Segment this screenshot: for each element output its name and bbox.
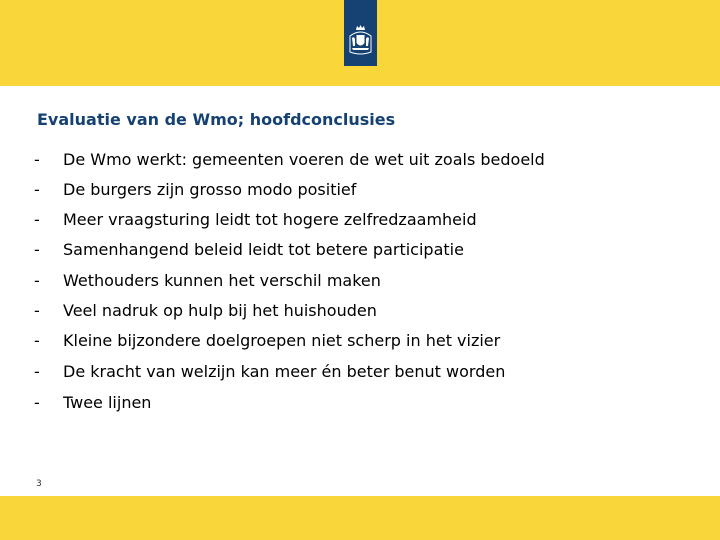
bullet-text: Twee lijnen (63, 393, 152, 412)
bullet-text: Veel nadruk op hulp bij het huishouden (63, 301, 377, 320)
slide-title: Evaluatie van de Wmo; hoofdconclusies (37, 110, 396, 129)
header-band (0, 0, 720, 86)
bullet-marker: - (34, 210, 40, 229)
bullet-marker: - (34, 180, 40, 199)
bullet-text: Samenhangend beleid leidt tot betere participatie (63, 240, 464, 259)
bullet-text: De Wmo werkt: gemeenten voeren de wet uit zoals bedoeld (63, 150, 545, 169)
bullet-marker: - (34, 301, 40, 320)
bullet-text: Meer vraagsturing leidt tot hogere zelfredzaamheid (63, 210, 477, 229)
bullet-text: Kleine bijzondere doelgroepen niet scherp in het vizier (63, 331, 501, 350)
government-logo (344, 0, 377, 66)
bullet-marker: - (34, 331, 40, 350)
bullet-marker: - (34, 362, 40, 381)
bullet-text: De burgers zijn grosso modo positief (63, 180, 357, 199)
bullet-marker: - (34, 393, 40, 412)
coat-of-arms-icon (344, 0, 377, 66)
bullet-marker: - (34, 240, 40, 259)
bullet-marker: - (34, 150, 40, 169)
footer-band (0, 496, 720, 540)
bullet-text: De kracht van welzijn kan meer én beter benut worden (63, 362, 506, 381)
bullet-text: Wethouders kunnen het verschil maken (63, 271, 381, 290)
bullet-marker: - (34, 271, 40, 290)
page-number: 3 (36, 479, 42, 489)
